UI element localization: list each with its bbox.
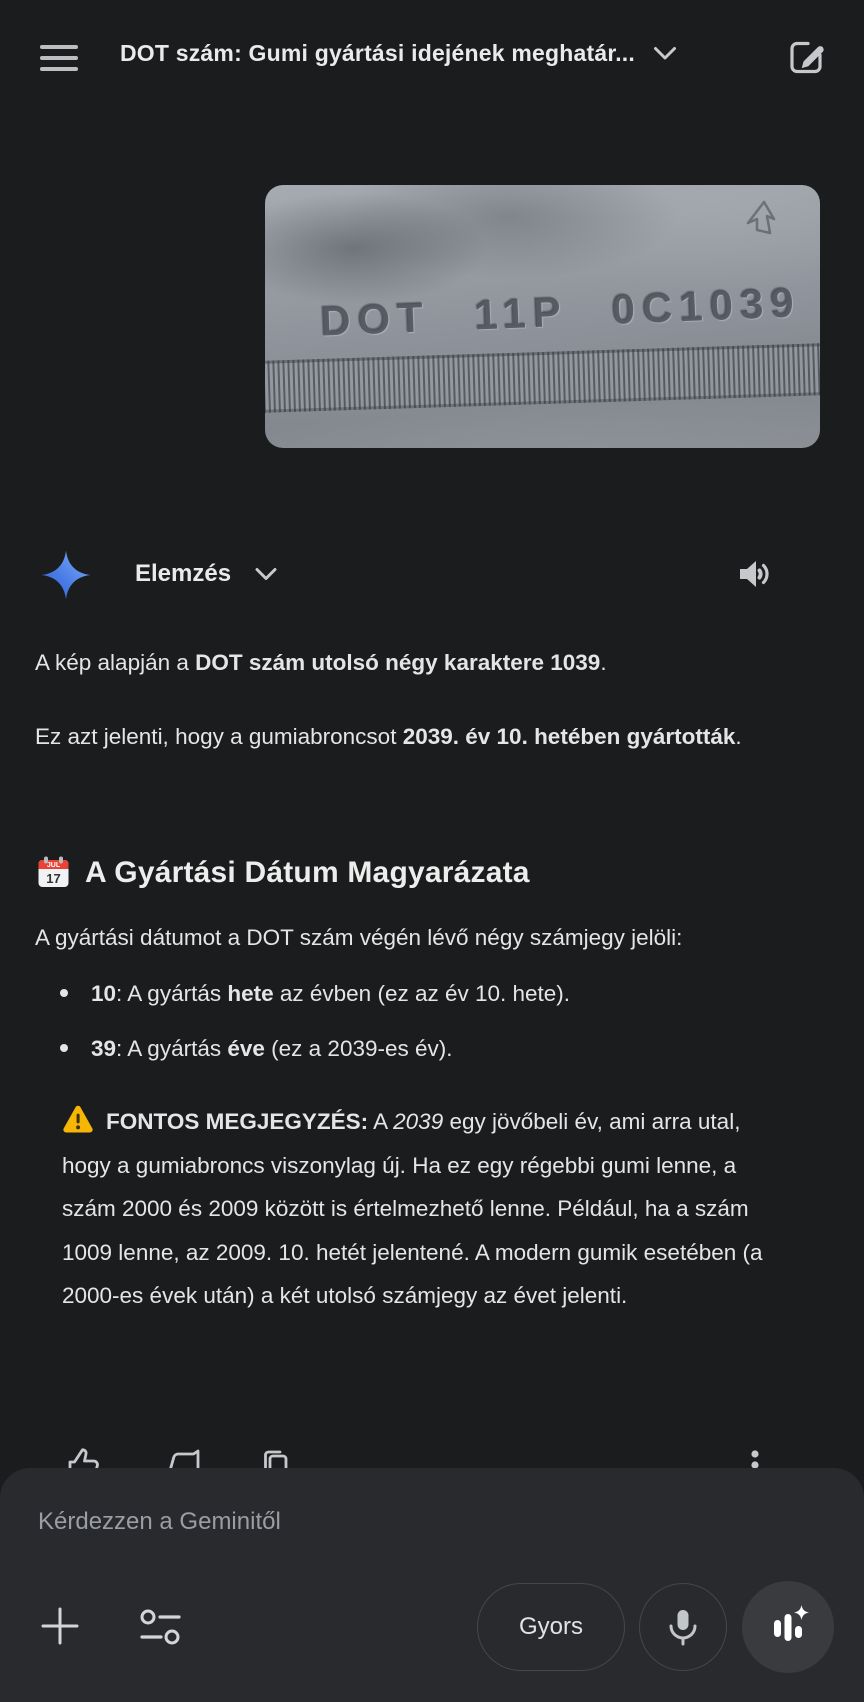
paragraph: A kép alapján a DOT szám utolsó négy karaktere 1039.: [35, 650, 607, 675]
svg-text:17: 17: [46, 871, 61, 886]
warning-emoji-icon: [62, 1104, 94, 1133]
composer-sheet: [0, 1468, 864, 1702]
list-item: 39: A gyártás éve (ez a 2039-es év).: [35, 1027, 829, 1070]
add-attachment-button[interactable]: [40, 1606, 80, 1646]
list-item: 10: A gyártás hete az évben (ez az év 10. hete).: [35, 972, 829, 1015]
read-aloud-button[interactable]: [734, 554, 774, 594]
calendar-emoji-icon: [35, 854, 72, 891]
voice-mode-button[interactable]: [742, 1581, 834, 1673]
tire-rib-texture: [265, 343, 820, 413]
response-mode-label: Elemzés: [135, 560, 232, 587]
paragraph: Ez azt jelenti, hogy a gumiabroncsot 2039. év 10. hetében gyártották.: [35, 724, 742, 749]
tire-arrow-mark: [740, 197, 794, 239]
gemini-sparkle-icon: [40, 549, 92, 601]
response-mode-selector[interactable]: [135, 560, 277, 588]
chevron-down-icon: [255, 567, 277, 581]
conversation-title-dropdown[interactable]: [120, 40, 677, 67]
menu-button[interactable]: [40, 45, 78, 71]
svg-text:JUL: JUL: [46, 862, 61, 869]
chevron-down-icon: [653, 46, 677, 61]
hamburger-icon: [40, 45, 78, 49]
bullet-list: [35, 972, 829, 1082]
bullet-dot: [60, 1044, 68, 1052]
plus-icon: [40, 1606, 80, 1646]
tools-button[interactable]: [139, 1608, 183, 1646]
microphone-icon: [662, 1606, 704, 1648]
paragraph: A gyártási dátumot a DOT szám végén lévő négy számjegy jelöli:: [35, 925, 683, 950]
edit-square-icon: [786, 36, 828, 78]
conversation-title: DOT szám: Gumi gyártási idejének meghatár...: [120, 40, 635, 66]
warning-paragraph: FONTOS MEGJEGYZÉS: A 2039 egy jövőbeli év, ami arra utal, hogy a gumiabroncs viszonylag új. Ha ez egy régebbi gumi lenne, a szám 2000 és 2009 között is értelmezhető lenne. Például, ha a szám 1009 lenne, az 2009. 10. hetét jelentené. A modern gumik esetében (a 2000-es évek után) a két utolsó számjegy az évet jelenti.: [62, 1100, 784, 1318]
tune-sliders-icon: [139, 1608, 183, 1646]
section-heading-text: A Gyártási Dátum Magyarázata: [85, 856, 530, 889]
attached-image[interactable]: [265, 185, 820, 448]
tire-dot-stamp-text: DOT 11P 0C1039: [319, 278, 802, 345]
model-chip-label: Gyors: [518, 1613, 583, 1640]
prompt-input[interactable]: Kérdezzen a Geminitől: [38, 1508, 281, 1535]
new-chat-button[interactable]: [786, 36, 828, 78]
speaker-icon: [734, 554, 774, 594]
bullet-dot: [60, 989, 68, 997]
voice-waveform-icon: [764, 1603, 812, 1651]
mic-button[interactable]: [639, 1583, 727, 1671]
section-heading: [35, 851, 829, 894]
model-chip-button[interactable]: [477, 1583, 625, 1671]
